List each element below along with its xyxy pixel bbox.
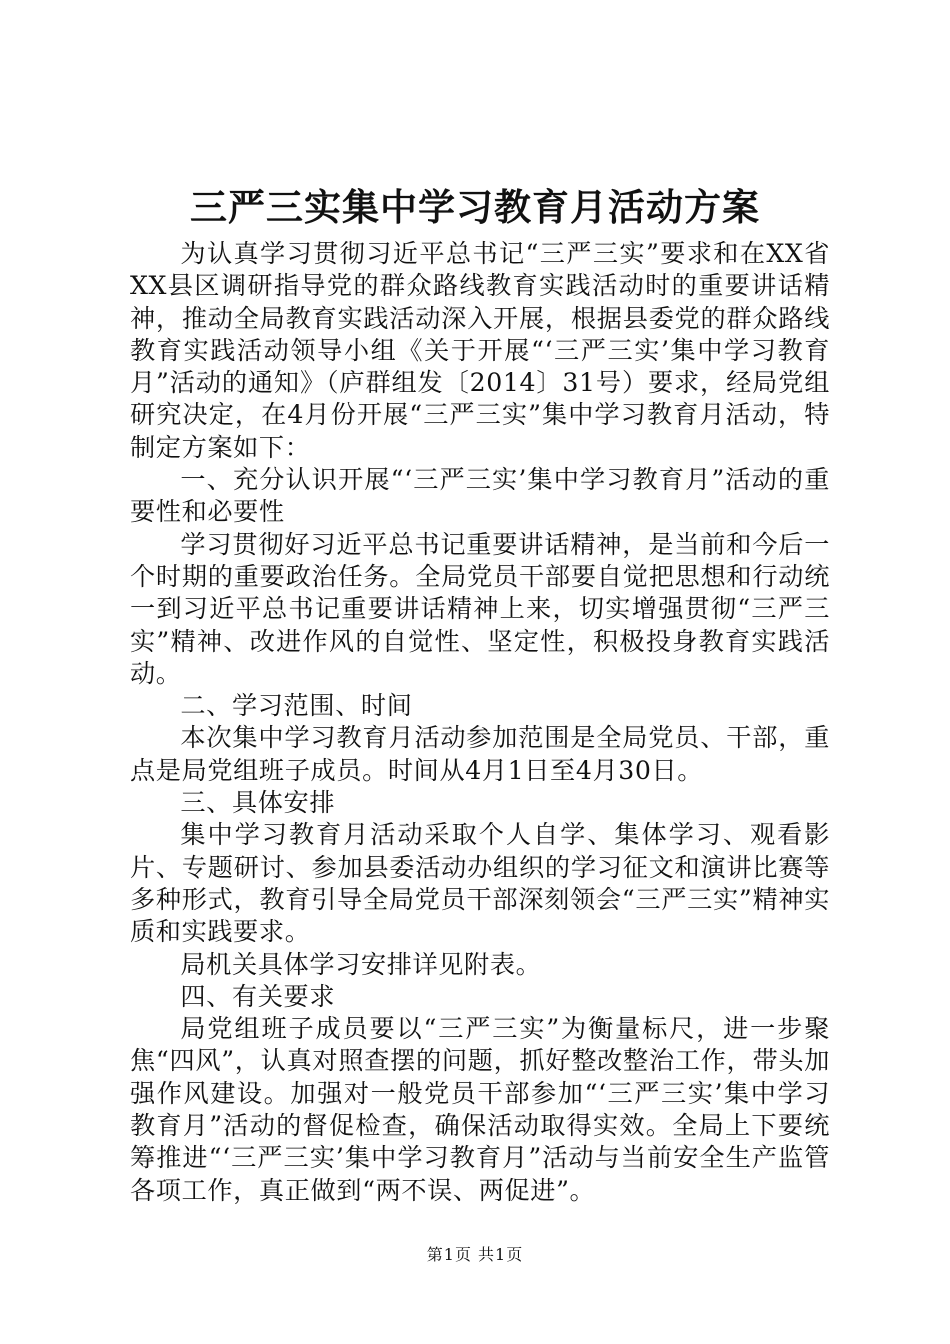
section-2-paragraph: 本次集中学习教育月活动参加范围是全局党员、干部，重点是局党组班子成员。时间从4月1日至4月30日。: [130, 723, 830, 785]
section-heading-2: 二、学习范围、时间: [180, 691, 413, 721]
section-heading-3: 三、具体安排: [180, 788, 336, 818]
section-heading-1: 一、充分认识开展“‘三严三实’集中学习教育月”活动的重要性和必要性: [130, 465, 830, 527]
section-3-paragraph: 集中学习教育月活动采取个人自学、集体学习、观看影片、专题研讨、参加县委活动办组织的学习征文和演讲比赛等多种形式，教育引导全局党员干部深刻领会“三严三实”精神实质和实践要求。: [130, 820, 830, 947]
section-1-paragraph: 学习贯彻好习近平总书记重要讲话精神，是当前和今后一个时期的重要政治任务。全局党员干部要自觉把思想和行动统一到习近平总书记重要讲话精神上来，切实增强贯彻“三严三实”精神、改进作风的自觉性、坚定性，积极投身教育实践活动。: [130, 529, 830, 688]
page-number-footer: 第1页 共1页: [426, 1245, 524, 1264]
document-title: 三严三实集中学习教育月活动方案: [190, 185, 760, 229]
section-4-paragraph: 局党组班子成员要以“三严三实”为衡量标尺，进一步聚焦“四风”，认真对照查摆的问题，抓好整改整治工作，带头加强作风建设。加强对一般党员干部参加“‘三严三实’集中学习教育月”活动的督促检查，确保活动取得实效。全局上下要统筹推进“‘三严三实’集中学习教育月”活动与当前安全生产监管各项工作，真正做到“两不误、两促进”。: [130, 1014, 830, 1205]
document-body: [130, 238, 830, 1207]
section-3-note: 局机关具体学习安排详见附表。: [180, 949, 542, 979]
section-heading-4: 四、有关要求: [180, 981, 336, 1011]
intro-paragraph: 为认真学习贯彻习近平总书记“三严三实”要求和在XX省XX县区调研指导党的群众路线教育实践活动时的重要讲话精神，推动全局教育实践活动深入开展，根据县委党的群众路线教育实践活动领导小组《关于开展“‘三严三实’集中学习教育月”活动的通知》（庐群组发〔2014〕31号）要求，经局党组研究决定，在4月份开展“三严三实”集中学习教育月活动，特制定方案如下：: [130, 239, 830, 462]
